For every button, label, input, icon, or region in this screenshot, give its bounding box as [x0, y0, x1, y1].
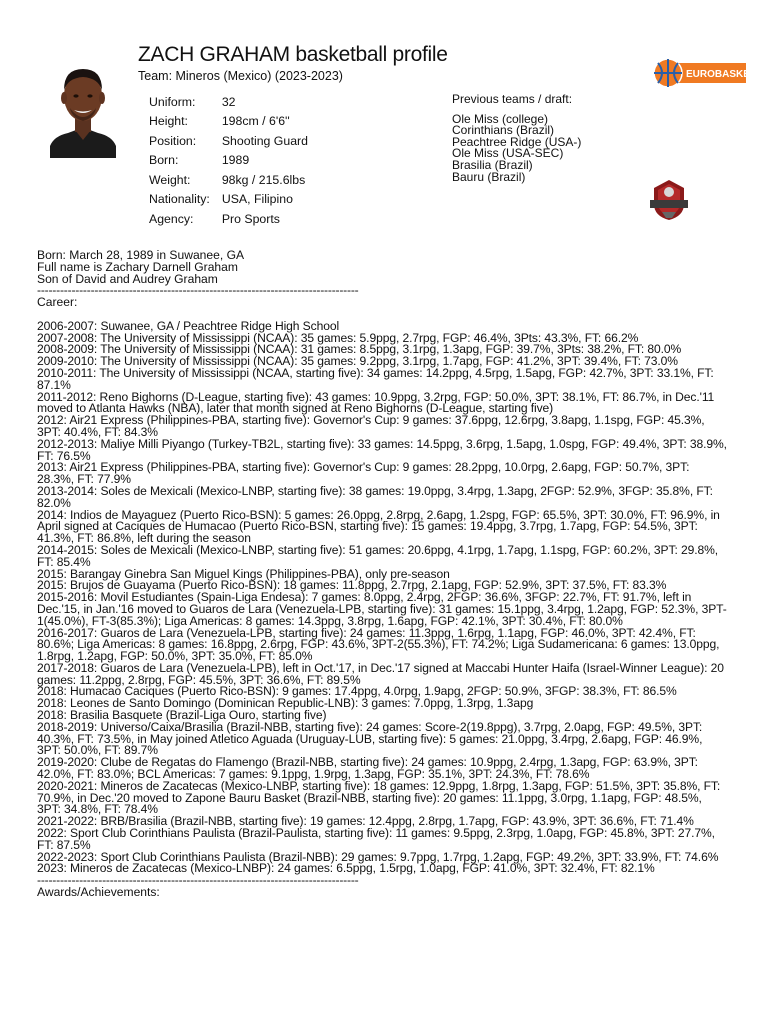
- career-entry: 2017-2018: Guaros de Lara (Venezuela-LPB), left in Oct.'17, in Dec.'17 signed at Maccabi Hunter Haifa (Israel-Winner League): 20 games: 11.2ppg, 2.8rpg, FGP: 45.5%, 3PT: 36.6%, FT: 89.5%: [37, 660, 724, 687]
- career-entry: 2018: Humacao Caciques (Puerto Rico-BSN): 9 games: 17.4ppg, 4.0rpg, 1.9apg, 2FGP: 50.9%, 3FGP: 38.3%, FT: 86.5%: [37, 684, 677, 699]
- career-entry: 2010-2011: The University of Mississippi (NCAA, starting five): 34 games: 14.2ppg, 4.5rpg, 1.5apg, FGP: 42.7%, 3PT: 33.1%, FT: 87.1%: [37, 365, 714, 392]
- info-row: [143, 131, 314, 151]
- career-list: [37, 318, 727, 876]
- career-entry: 2006-2007: Suwanee, GA / Peachtree Ridge High School: [37, 318, 340, 333]
- previous-team-link[interactable]: Bauru (Brazil): [452, 169, 526, 184]
- previous-team-link[interactable]: Peachtree Ridge (USA-): [452, 134, 582, 149]
- career-entry: 2014: Indios de Mayaguez (Puerto Rico-BSN): 5 games: 26.0ppg, 2.8rpg, 2.6apg, 1.2spg, FGP: 65.5%, 3PT: 30.0%, FT: 96.9%, in April signed at Caciques de Humacao (Puerto Rico-BSN, starting five): 15 games: 19.4ppg, 3.7rpg, 1.7apg, FGP: 54.5%, 3PT: 41.3%, FT: 86.8%, left during the season: [37, 507, 720, 546]
- career-entry: 2018-2019: Universo/Caixa/Brasilia (Brazil-NBB, starting five): 24 games: Score-2(19.8ppg), 3.7rpg, 2.0apg, FGP: 49.5%, 3PT: 40.3%, FT: 73.5%, in May joined Atletico Aguada (Uruguay-LUB, starting five): 5 games: 21.0ppg, 3.4rpg, 2.6apg, FGP: 46.9%, 3PT: 50.0%, FT: 89.7%: [37, 719, 703, 758]
- career-heading: Career:: [37, 295, 78, 310]
- info-value: 98kg / 215.6lbs: [221, 172, 306, 187]
- eurobasket-logo[interactable]: [652, 58, 757, 88]
- page-title: ZACH GRAHAM basketball profile: [138, 43, 448, 66]
- career-entry: 2016-2017: Guaros de Lara (Venezuela-LPB, starting five): 24 games: 11.3ppg, 1.6rpg, 1.1apg, FGP: 46.0%, 3PT: 42.4%, FT: 80.6%; Liga Americas: 8 games: 16.8ppg, 2.6rpg, FGP: 43.6%, 3PT-2(55.3%), FT: 74.2%; Liga Sudamericana: 6 games: 13.0ppg, 1.8rpg, 1.2apg, FGP: 50.0%, 3PT: 35.0%, FT: 85.0%: [37, 625, 720, 664]
- info-label: Nationality:: [149, 192, 210, 207]
- born-line: Born: March 28, 1989 in Suwanee, GA: [37, 248, 245, 262]
- info-value: 198cm / 6'6'': [221, 114, 290, 129]
- career-entry: 2011-2012: Reno Bighorns (D-League, starting five): 43 games: 10.9ppg, 3.2rpg, FGP: 50.0%, 3PT: 38.1%, FT: 86.7%, in Dec.'11 moved to Atlanta Hawks (NBA), later that month signed at Reno Bighorns (D-League, starting five): [37, 389, 715, 416]
- previous-team-link[interactable]: Ole Miss (college): [452, 111, 549, 126]
- info-row: [143, 92, 314, 112]
- career-entry: 2018: Brasilia Basquete (Brazil-Liga Ouro, starting five): [37, 708, 327, 723]
- info-label: Uniform:: [149, 94, 196, 109]
- team-subtitle: Team: Mineros (Mexico) (2023-2023): [138, 69, 343, 83]
- info-value: Shooting Guard: [221, 133, 308, 148]
- info-row: [143, 151, 314, 171]
- info-row: [143, 112, 314, 132]
- info-value: 32: [221, 94, 236, 109]
- career-entry: 2020-2021: Mineros de Zacatecas (Mexico-LNBP, starting five): 18 games: 12.9ppg, 1.8rpg, 1.3apg, FGP: 51.5%, 3PT: 35.8%, FT: 70.9%, in Dec.'20 moved to Zapone Bauru Basket (Brazil-NBB, starting five): 20 games: 11.1ppg, 3.0rpg, 1.1apg, FGP: 48.5%, 3PT: 34.8%, FT: 78.4%: [37, 778, 721, 817]
- career-entry: 2012-2013: Maliye Milli Piyango (Turkey-TB2L, starting five): 33 games: 14.5ppg, 3.6rpg, 1.5apg, 1.0spg, FGP: 49.4%, 3PT: 38.9%, FT: 76.5%: [37, 436, 727, 463]
- info-row: [143, 170, 314, 190]
- career-entry: 2007-2008: The University of Mississippi (NCAA): 35 games: 5.9ppg, 2.7rpg, FGP: 46.4%, 3Pts: 43.3%, FT: 66.2%: [37, 330, 639, 345]
- career-entry: 2019-2020: Clube de Regatas do Flamengo (Brazil-NBB, starting five): 24 games: 10.9ppg, 2.4rpg, 1.3apg, FGP: 63.9%, 3PT: 42.0%, FT: 83.0%; BCL Americas: 7 games: 9.1ppg, 1.9rpg, 1.3apg, FGP: 35.1%, 3PT: 24.3%, FT: 78.6%: [37, 755, 698, 782]
- career-entry: 2015: Barangay Ginebra San Miguel Kings (Philippines-PBA), only pre-season: [37, 566, 450, 581]
- player-info-table: [143, 92, 314, 229]
- info-value: Pro Sports: [221, 211, 280, 226]
- career-entry: 2022-2023: Sport Club Corinthians Paulista (Brazil-NBB): 29 games: 9.7ppg, 1.7rpg, 1.2apg, FGP: 49.2%, 3PT: 33.9%, FT: 74.6%: [37, 849, 719, 864]
- info-label: Born:: [149, 153, 179, 168]
- career-entry: 2015: Brujos de Guayama (Puerto Rico-BSN): 18 games: 11.8ppg, 2.7rpg, 2.1apg, FGP: 52.9%, 3PT: 37.5%, FT: 83.3%: [37, 578, 667, 593]
- previous-team-link[interactable]: Ole Miss (USA-SEC): [452, 146, 564, 161]
- career-entry: 2013: Air21 Express (Philippines-PBA, starting five): Governor's Cup: 9 games: 28.2ppg, 10.0rpg, 2.6apg, FGP: 50.7%, 3PT: 28.3%, FT: 77.9%: [37, 460, 690, 487]
- info-label: Agency:: [149, 211, 194, 226]
- info-label: Position:: [149, 133, 197, 148]
- team-logo: [648, 178, 690, 222]
- previous-team-link[interactable]: Brasilia (Brazil): [452, 157, 533, 172]
- player-photo: [48, 60, 118, 158]
- info-label: Height:: [149, 114, 188, 129]
- career-entry: 2014-2015: Soles de Mexicali (Mexico-LNBP, starting five): 51 games: 20.6ppg, 4.1rpg, 1.7apg, 1.1spg, FGP: 60.2%, 3PT: 29.8%, FT: 85.4%: [37, 542, 719, 569]
- career-entry: 2015-2016: Movil Estudiantes (Spain-Liga Endesa): 7 games: 8.0ppg, 2.4rpg, 2FGP: 36.6%, 3FGP: 22.7%, FT: 91.7%, left in Dec.'15, in Jan.'16 moved to Guaros de Lara (Venezuela-LPB, starting five): 31 games: 15.1ppg, 3.4rpg, 1.2apg, FGP: 52.3%, 3PT-1(45.0%), FT-3(85.3%); Liga Americas: 8 games: 14.3ppg, 3.8rpg, 1.6apg, FGP: 42.1%, 3PT: 30.4%, FT: 80.0%: [37, 590, 727, 628]
- career-entry: 2008-2009: The University of Mississippi (NCAA): 31 games: 8.5ppg, 3.1rpg, 1.3apg, FGP: 39.7%, 3Pts: 38.2%, FT: 80.0%: [37, 342, 682, 357]
- bio-section: [37, 250, 727, 899]
- career-entry: 2013-2014: Soles de Mexicali (Mexico-LNBP, starting five): 38 games: 19.0ppg, 3.4rpg, 1.3apg, 2FGP: 52.9%, 3FGP: 35.8%, FT: 82.0%: [37, 483, 713, 510]
- career-entry: 2012: Air21 Express (Philippines-PBA, starting five): Governor's Cup: 9 games: 37.6ppg, 12.6rpg, 3.8apg, 1.1spg, FGP: 45.3%, 3PT: 40.4%, FT: 84.3%: [37, 413, 705, 439]
- logo-text: EUROBASKET: [686, 69, 757, 80]
- previous-teams-heading: Previous teams / draft:: [452, 92, 573, 106]
- career-entry: 2023: Mineros de Zacatecas (Mexico-LNBP): 24 games: 6.5ppg, 1.5rpg, 1.0apg, FGP: 41.0%, 3PT: 32.4%, FT: 82.1%: [37, 861, 655, 876]
- divider: ------------------------------------------------------------------------------------: [37, 283, 359, 298]
- info-row: [143, 209, 314, 229]
- info-label: Weight:: [149, 172, 191, 187]
- info-row: [143, 190, 314, 210]
- previous-team-link[interactable]: Corinthians (Brazil): [452, 123, 555, 138]
- info-value: USA, Filipino: [221, 192, 293, 207]
- career-entry: 2021-2022: BRB/Brasilia (Brazil-NBB, starting five): 19 games: 12.4ppg, 2.8rpg, 1.7apg, FGP: 43.9%, 3PT: 36.6%, FT: 71.4%: [37, 814, 694, 829]
- career-entry: 2018: Leones de Santo Domingo (Dominican Republic-LNB): 3 games: 7.0ppg, 1.3rpg, 1.3apg: [37, 696, 534, 711]
- awards-heading: Awards/Achievements:: [37, 885, 160, 900]
- divider: ------------------------------------------------------------------------------------: [37, 873, 359, 888]
- career-entry: 2009-2010: The University of Mississippi (NCAA): 35 games: 9.2ppg, 3.1rpg, 1.7apg, FGP: 41.2%, 3PT: 39.4%, FT: 73.0%: [37, 354, 678, 369]
- info-value: 1989: [221, 153, 250, 168]
- previous-teams: [452, 94, 581, 183]
- career-entry: 2022: Sport Club Corinthians Paulista (Brazil-Paulista, starting five): 11 games: 9.5ppg, 2.3rpg, 1.0apg, FGP: 45.8%, 3PT: 27.7%, FT: 87.5%: [37, 826, 715, 852]
- fullname-line: Full name is Zachary Darnell Graham: [37, 259, 238, 274]
- parents-line: Son of David and Audrey Graham: [37, 271, 218, 286]
